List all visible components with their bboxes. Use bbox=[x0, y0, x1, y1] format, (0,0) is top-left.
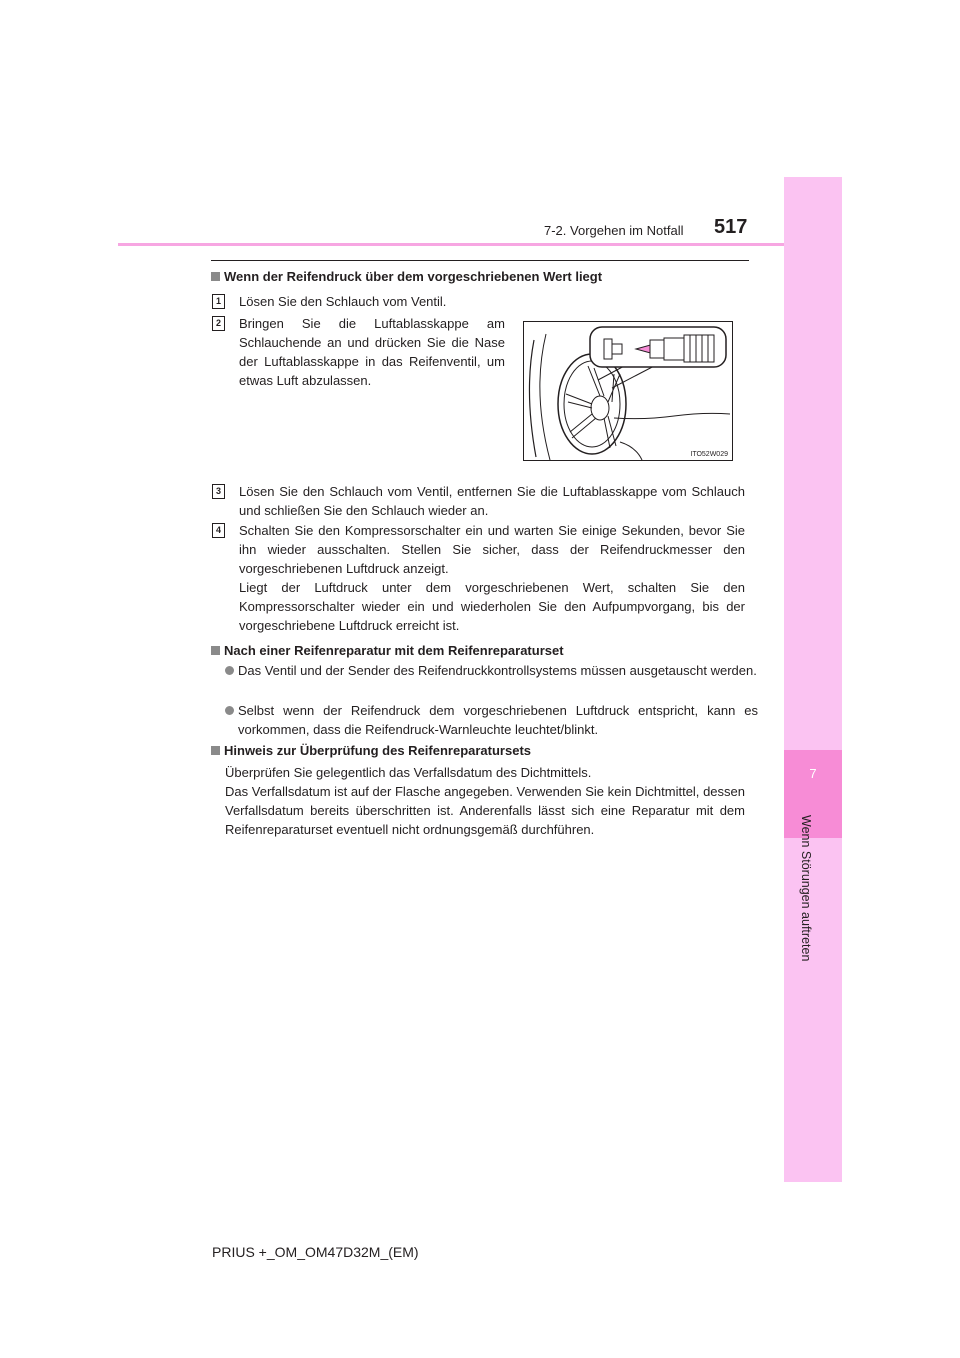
step-number: 4 bbox=[212, 523, 225, 538]
bullet-item: Selbst wenn der Reifendruck dem vorgeschriebenen Luftdruck entspricht, kann es vorkommen, dass die Reifendruck-Warnleuchte leuchtet/blinkt. bbox=[225, 701, 758, 739]
step-text: Lösen Sie den Schlauch vom Ventil, entfernen Sie die Luftablasskappe vom Schlauch und schließen Sie den Schlauch wieder an. bbox=[239, 484, 745, 518]
figure-code: ITO52W029 bbox=[690, 451, 728, 458]
step-number: 2 bbox=[212, 316, 225, 331]
chapter-label: Wenn Störungen auftreten bbox=[799, 815, 813, 962]
square-bullet-icon bbox=[211, 646, 220, 655]
paragraph: Das Verfallsdatum ist auf der Flasche angegeben. Verwenden Sie kein Dichtmittel, dessen Verfallsdatum bereits überschritten ist. Anderenfalls lässt sich eine Reparatur mit dem Reifenreparaturset eventuell nicht ordnungsgemäß durchführen. bbox=[225, 784, 745, 837]
round-bullet-icon bbox=[225, 666, 234, 675]
chapter-number: 7 bbox=[809, 766, 817, 781]
header-rule bbox=[118, 243, 784, 246]
page-number: 517 bbox=[714, 216, 748, 238]
step-text: Lösen Sie den Schlauch vom Ventil. bbox=[239, 294, 447, 309]
step-text: Bringen Sie die Luftablasskappe am Schlauchende an und drücken Sie die Nase der Luftablasskappe in das Reifenventil, um etwas Luft abzulassen. bbox=[239, 316, 505, 388]
valve-cap-illustration bbox=[523, 321, 733, 461]
tire-valve-drawing bbox=[524, 322, 732, 460]
square-bullet-icon bbox=[211, 272, 220, 281]
section-divider bbox=[211, 260, 749, 261]
bullet-item: Das Ventil und der Sender des Reifendruckkontrollsystems müssen ausgetauscht werden. bbox=[225, 661, 758, 680]
paragraph: Überprüfen Sie gelegentlich das Verfallsdatum des Dichtmittels. bbox=[225, 765, 592, 780]
round-bullet-icon bbox=[225, 706, 234, 715]
section-title: 7-2. Vorgehen im Notfall bbox=[544, 223, 684, 238]
step-text: Schalten Sie den Kompressorschalter ein und warten Sie einige Sekunden, bevor Sie ihn wieder ausschalten. Stellen Sie sicher, dass der Reifendruckmesser den vorgeschriebenen Luftdruck anzeigt. bbox=[239, 523, 745, 576]
chapter-side-tab-active bbox=[784, 750, 842, 838]
square-bullet-icon bbox=[211, 746, 220, 755]
step-text-continued: Liegt der Luftdruck unter dem vorgeschriebenen Wert, schalten Sie den Kompressorschalter wieder ein und wiederholen Sie den Aufpumpvorgang, bis der vorgeschriebene Luftdruck erreicht ist. bbox=[239, 580, 745, 633]
step-number: 3 bbox=[212, 484, 225, 499]
section-heading-check-kit: Hinweis zur Überprüfung des Reifenreparatursets bbox=[211, 741, 531, 760]
section-heading-after-repair: Nach einer Reifenreparatur mit dem Reifenreparaturset bbox=[211, 641, 564, 660]
chapter-side-tab bbox=[784, 177, 842, 1182]
section-heading-overpressure: Wenn der Reifendruck über dem vorgeschriebenen Wert liegt bbox=[211, 267, 602, 286]
step-number: 1 bbox=[212, 294, 225, 309]
document-id: PRIUS +_OM_OM47D32M_(EM) bbox=[212, 1244, 419, 1260]
